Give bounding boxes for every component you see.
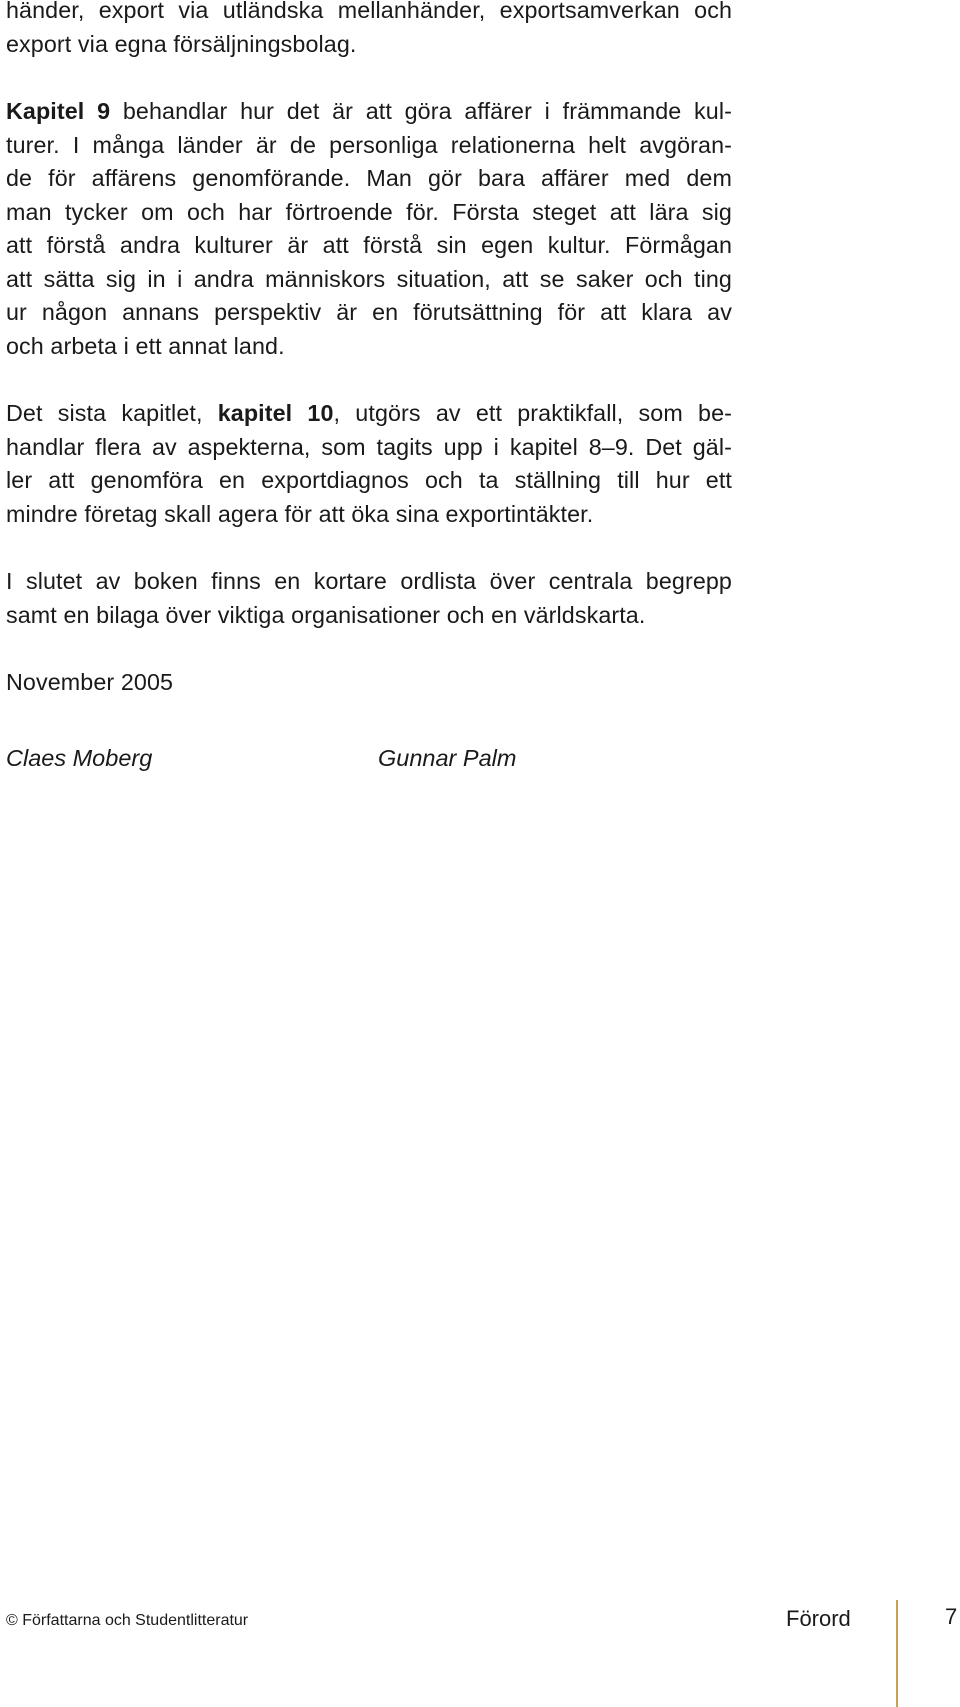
text-line: I slutet av boken finns en kortare ordlista över centrala begrepp: [6, 568, 732, 594]
date-line: [6, 666, 732, 700]
text-line: turer. I många länder är de personliga relationerna helt avgöran-: [6, 131, 732, 158]
text-line: export via egna försäljningsbolag.: [6, 30, 357, 57]
text-fragment: , utgörs av ett praktikfall, som be-: [333, 400, 732, 426]
page-number: 7: [945, 1604, 958, 1629]
author-signature-2: Gunnar Palm: [378, 745, 517, 771]
text-line: ler att genomföra en exportdiagnos och ta ställning till hur ett: [6, 467, 732, 493]
text-line: handlar flera av aspekterna, som tagits upp i kapitel 8–9. Det gäl-: [6, 433, 732, 460]
page-body: [6, 0, 732, 734]
text-line: händer, export via utländska mellanhänder, exportsamverkan och: [6, 0, 732, 23]
footer-divider: [896, 1600, 898, 1707]
paragraph-export-forms: [6, 0, 732, 61]
text-line: samt en bilaga över viktiga organisationer och en världskarta.: [6, 601, 646, 628]
paragraph-appendix: [6, 565, 732, 632]
author-signature-1: Claes Moberg: [6, 745, 153, 771]
paragraph-chapter-10: [6, 397, 732, 531]
text-fragment: behandlar hur det är att göra affärer i främmande kul-: [110, 98, 732, 124]
section-title: Förord: [786, 1606, 851, 1631]
text-line: och arbeta i ett annat land.: [6, 332, 285, 359]
signature-row: [6, 745, 726, 785]
text-line: man tycker om och har förtroende för. Första steget att lära sig: [6, 198, 732, 225]
text-line: ur någon annans perspektiv är en förutsättning för att klara av: [6, 299, 732, 325]
page-footer: [0, 1600, 960, 1707]
text-line: [6, 95, 732, 129]
date-text: November 2005: [6, 669, 174, 695]
text-line: att förstå andra kulturer är att förstå sin egen kultur. Förmågan: [6, 232, 732, 258]
chapter-9-bold: Kapitel 9: [6, 98, 111, 124]
text-line: [6, 397, 732, 431]
text-line: att sätta sig in i andra människors situation, att se saker och ting: [6, 265, 732, 292]
paragraph-chapter-9: [6, 95, 732, 363]
chapter-10-bold: kapitel 10: [217, 400, 334, 426]
copyright-notice: © Författarna och Studentlitteratur: [6, 1612, 249, 1629]
text-line: mindre företag skall agera för att öka sina exportintäkter.: [6, 500, 594, 527]
text-fragment: Det sista kapitlet,: [6, 400, 218, 426]
text-line: de för affärens genomförande. Man gör bara affärer med dem: [6, 165, 732, 191]
